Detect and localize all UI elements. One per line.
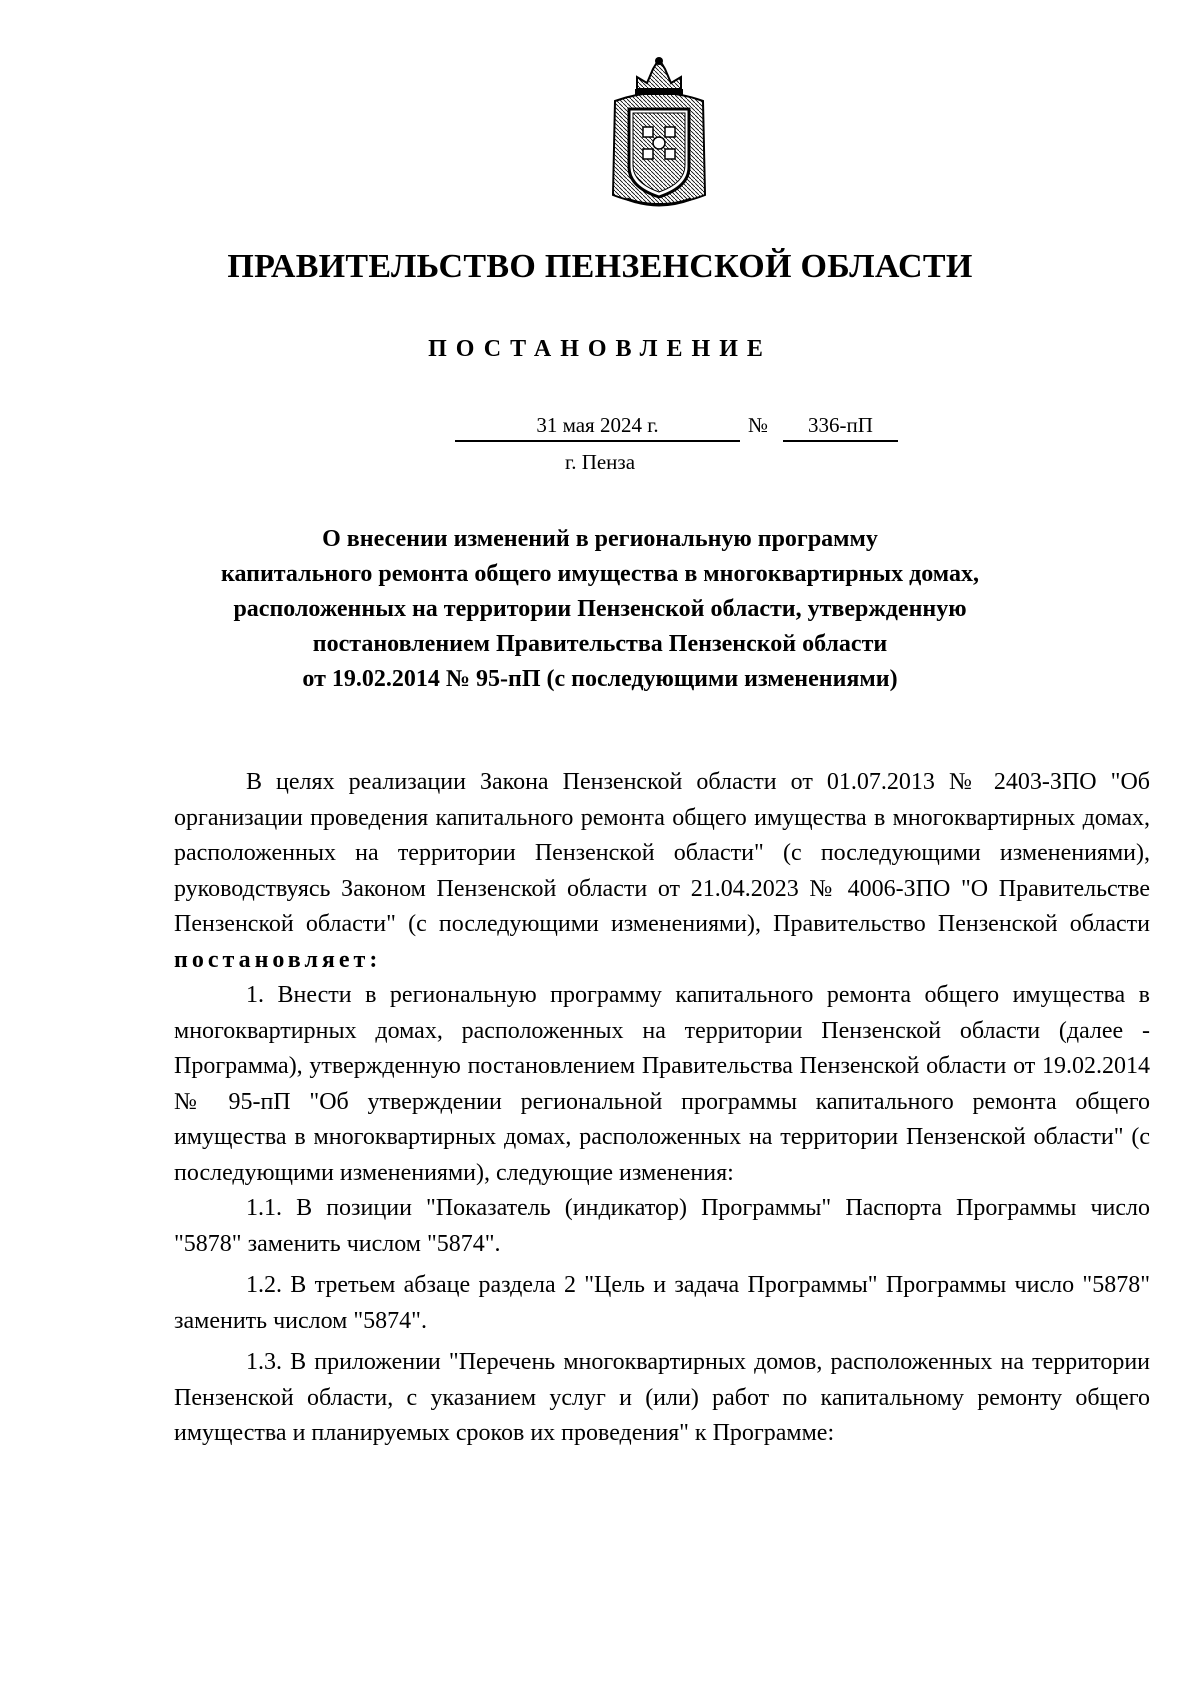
preamble-paragraph [174, 765, 1150, 978]
title-line: О внесении изменений в региональную программу [322, 526, 878, 552]
paragraph-1-3: 1.3. В приложении "Перечень многоквартирных домов, расположенных на территории Пензенской области, с указанием услуг и (или) работ по капитальному ремонту общего имущества и планируемых сроков их проведения" к Программе: [174, 1349, 1150, 1446]
title-line: постановлением Правительства Пензенской области [312, 631, 888, 657]
paragraph-1-2: 1.2. В третьем абзаце раздела 2 "Цель и задача Программы" Программы число "5878" заменить числом "5874". [174, 1272, 1150, 1334]
document-date: 31 мая 2024 г. [455, 410, 740, 442]
title-line: расположенных на территории Пензенской области, утвержденную [233, 596, 967, 622]
document-city: г. Пенза [564, 450, 636, 474]
coat-of-arms-icon [607, 55, 711, 211]
document-number: 336-пП [783, 410, 898, 442]
decree-word: постановляет: [174, 946, 382, 973]
title-line: капитального ремонта общего имущества в многоквартирных домах, [221, 561, 979, 587]
organization-name: ПРАВИТЕЛЬСТВО ПЕНЗЕНСКОЙ ОБЛАСТИ [227, 248, 973, 285]
paragraph-1-1: 1.1. В позиции "Показатель (индикатор) Программы" Паспорта Программы число "5878" заменить числом "5874". [174, 1195, 1150, 1257]
preamble-text: В целях реализации Закона Пензенской области от 01.07.2013 № 2403-ЗПО "Об организации проведения капитального ремонта общего имущества в многоквартирных домах, расположенных на территории Пензенской области" (с последующими изменениями), руководствуясь Законом Пензенской области от 21.04.2023 № 4006-ЗПО "О Правительстве Пензенской области" (с последующими изменениями), Правительство Пензенской области [174, 769, 1150, 937]
paragraph-1: 1. Внести в региональную программу капитального ремонта общего имущества в многоквартирных домах, расположенных на территории Пензенской области (далее - Программа), утвержденную постановлением Правительства Пензенской области от 19.02.2014 № 95-пП "Об утверждении региональной программы капитального ремонта общего имущества в многоквартирных домах, расположенных на территории Пензенской области" (с последующими изменениями), следующие изменения: [174, 982, 1150, 1186]
title-line: от 19.02.2014 № 95-пП (с последующими изменениями) [302, 666, 898, 692]
document-title [150, 522, 1050, 697]
document-body [174, 765, 1150, 1452]
document-type: ПОСТАНОВЛЕНИЕ [428, 336, 772, 362]
number-sign: № [748, 413, 769, 437]
